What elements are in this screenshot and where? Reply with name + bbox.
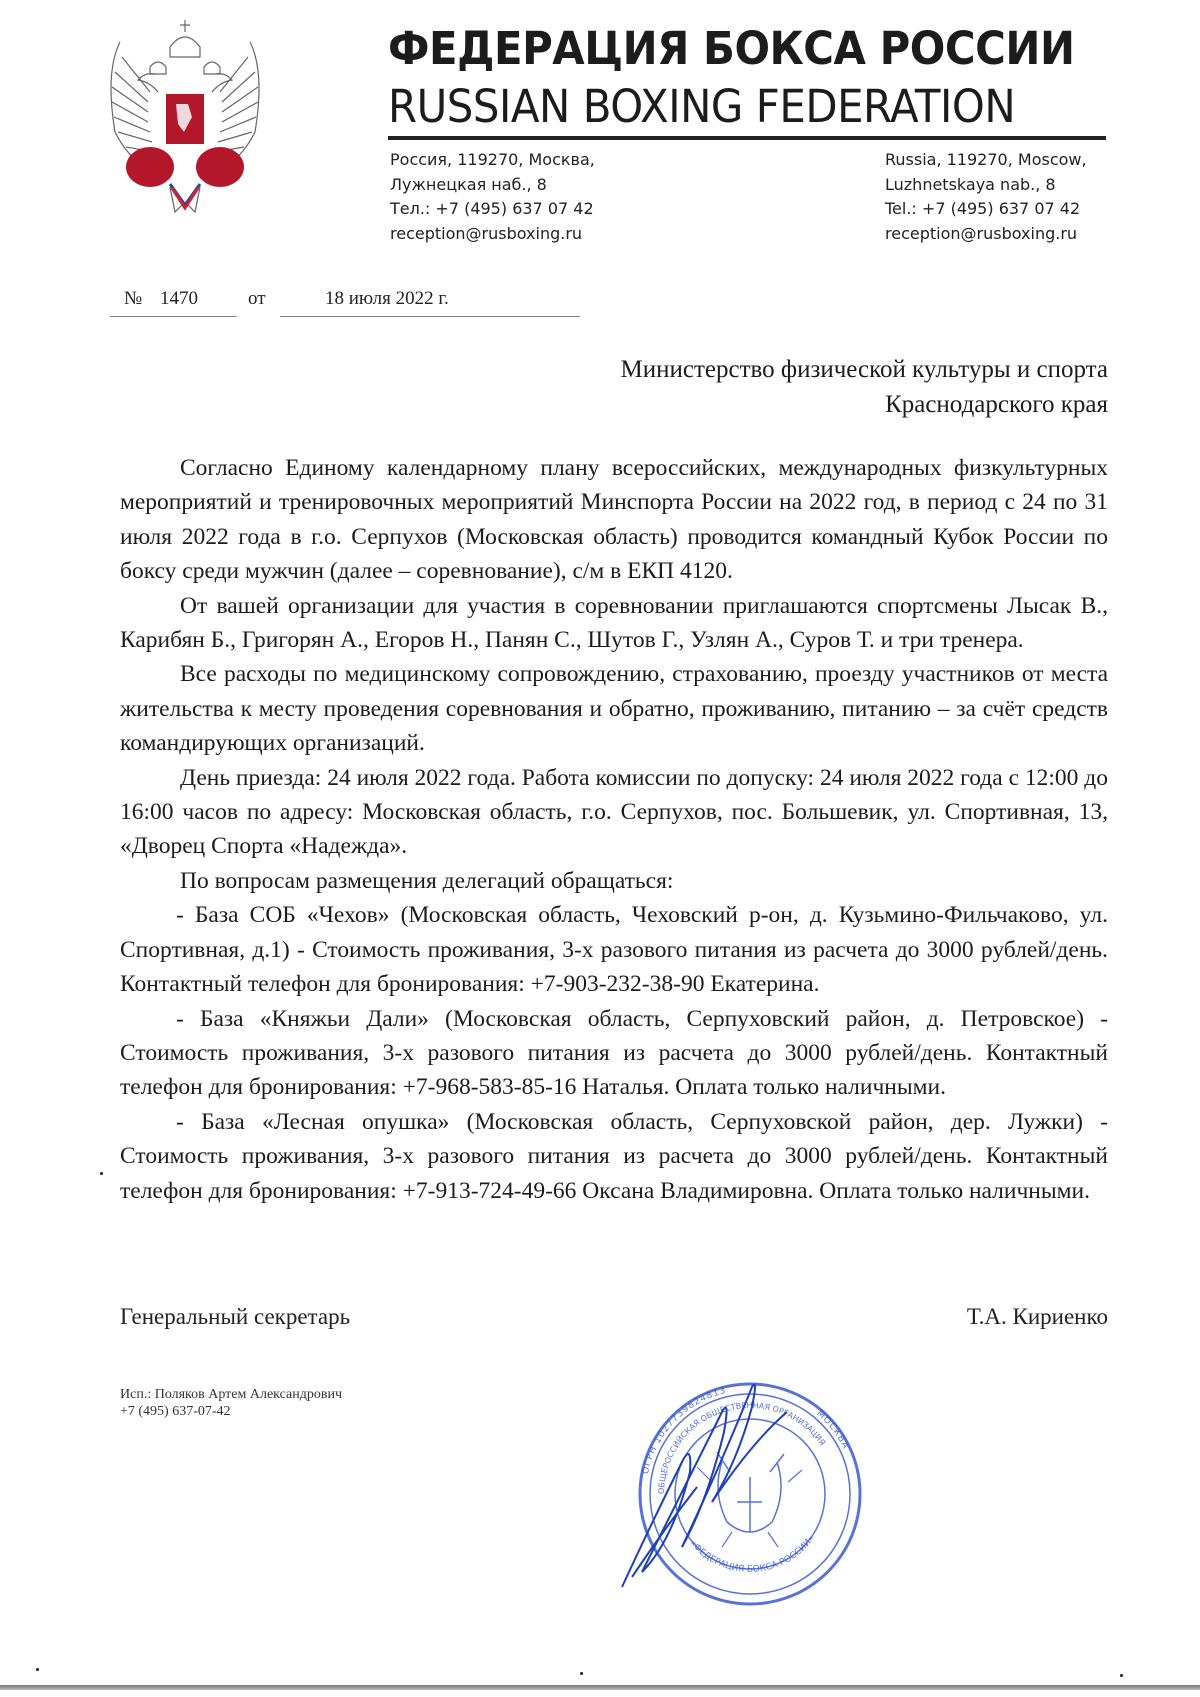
accommodation-item: - База «Княжьи Дали» (Московская область, Серпуховский район, д. Петровское) - Стоимость проживания, 3-х разового питания из расчета до 3000 рублей/день. Контактный телефон для бронирования: +7-968-583-85-16 Наталья. Оплата только наличными. <box>120 1005 1108 1101</box>
addressee <box>621 352 1108 422</box>
stamp-ogrn: ОГРН 1027739824813 <box>640 1385 728 1476</box>
address-ru-line: Россия, 119270, Москва, <box>390 150 595 169</box>
scan-speck <box>100 1172 103 1175</box>
address-en <box>885 148 1087 246</box>
address-ru <box>390 148 595 246</box>
executor-name: Исп.: Поляков Артем Александрович <box>120 1386 342 1402</box>
org-name-ru: ФЕДЕРАЦИЯ БОКСА РОССИИ <box>388 22 1075 75</box>
accommodation-item: - База «Лесная опушка» (Московская область, Серпуховской район, дер. Лужки) - Стоимость проживания, 3-х разового питания из расчета до 3000 рублей/день. Контактный телефон для бронирования: +7-913-724-49-66 Оксана Владимировна. Оплата только наличными. <box>120 1108 1108 1204</box>
letter-body <box>120 451 1108 1420</box>
addressee-line: Краснодарского края <box>885 391 1108 418</box>
org-name-en: RUSSIAN BOXING FEDERATION <box>388 80 1016 133</box>
page-bottom-edge <box>0 1685 1200 1690</box>
signatory-name: Т.А. Кириенко <box>966 1303 1108 1329</box>
signatory-position: Генеральный секретарь <box>120 1303 351 1329</box>
ref-number-label: № <box>124 288 143 309</box>
ref-date: 18 июля 2022 г. <box>325 288 449 309</box>
ref-number: 1470 <box>160 288 198 309</box>
address-en-email: reception@rusboxing.ru <box>885 223 1078 243</box>
body-paragraph: Согласно Единому календарному плану всероссийских, международных физкультурных мероприятий и тренировочных мероприятий Минспорта России на 2022 год, в период с 24 по 31 июля 2022 года в г.о. Серпухов (Московская область) проводится командный Кубок России по боксу среди мужчин (далее – соревнование), с/м в ЕКП 4120. <box>120 455 1108 585</box>
body-paragraph: День приезда: 24 июля 2022 года. Работа комиссии по допуску: 24 июля 2022 года с 12:00 до 16:00 часов по адресу: Московская область, г.о. Серпухов, пос. Большевик, ул. Спортивная, 13, «Дворец Спорта «Надежда». <box>120 764 1108 860</box>
stamp-org-type: ОБЩЕРОССИЙСКАЯ ОБЩЕСТВЕННАЯ ОРГАНИЗАЦИЯ <box>656 1400 828 1495</box>
letterhead-divider <box>388 136 1106 140</box>
ref-date-underline <box>280 316 580 317</box>
address-ru-email: reception@rusboxing.ru <box>390 223 583 243</box>
body-paragraph: От вашей организации для участия в соревновании приглашаются спортсмены Лысак В., Карибян Б., Григорян А., Егоров Н., Панян С., Шутов Г., Узлян А., Суров Т. и три тренера. <box>120 592 1108 654</box>
ref-from-label: от <box>248 288 266 309</box>
stamp-org-name: «ФЕДЕРАЦИЯ БОКСА РОССИИ» <box>687 1533 818 1575</box>
stamp-city: МОСКВА <box>814 1408 851 1452</box>
double-headed-eagle-icon <box>100 12 270 227</box>
svg-text:«ФЕДЕРАЦИЯ БОКСА РОССИИ» <box>687 1533 817 1574</box>
body-paragraph: По вопросам размещения делегаций обращаться: <box>180 867 674 894</box>
addressee-line: Министерство физической культуры и спорта <box>620 356 1108 383</box>
scan-speck <box>1120 1674 1123 1677</box>
ref-number-underline <box>110 316 237 317</box>
address-ru-line: Лужнецкая наб., 8 <box>390 174 547 194</box>
address-en-phone: Tel.: +7 (495) 637 07 42 <box>885 199 1081 218</box>
executor-info <box>120 1386 1108 1420</box>
address-en-line: Luzhnetskaya nab., 8 <box>885 174 1056 194</box>
scan-speck <box>36 1668 39 1671</box>
body-paragraph: Все расходы по медицинскому сопровождению, страхованию, проезду участников от места жительства к месту проведения соревнования и обратно, проживанию, питанию – за счёт средств командирующих организаций. <box>120 661 1108 757</box>
signature-block <box>120 1300 1108 1334</box>
executor-phone: +7 (495) 637-07-42 <box>120 1403 231 1419</box>
scan-speck <box>580 1672 583 1675</box>
address-ru-phone: Тел.: +7 (495) 637 07 42 <box>390 199 594 218</box>
accommodation-item: - База СОБ «Чехов» (Московская область, Чеховский р-он, д. Кузьмино-Фильчаково, ул. Спортивная, д.1) - Стоимость проживания, 3-х разового питания из расчета до 3000 рублей/день. Контактный телефон для бронирования: +7-903-232-38-90 Екатерина. <box>120 902 1108 998</box>
federation-emblem <box>100 12 270 227</box>
address-en-line: Russia, 119270, Moscow, <box>885 150 1087 169</box>
